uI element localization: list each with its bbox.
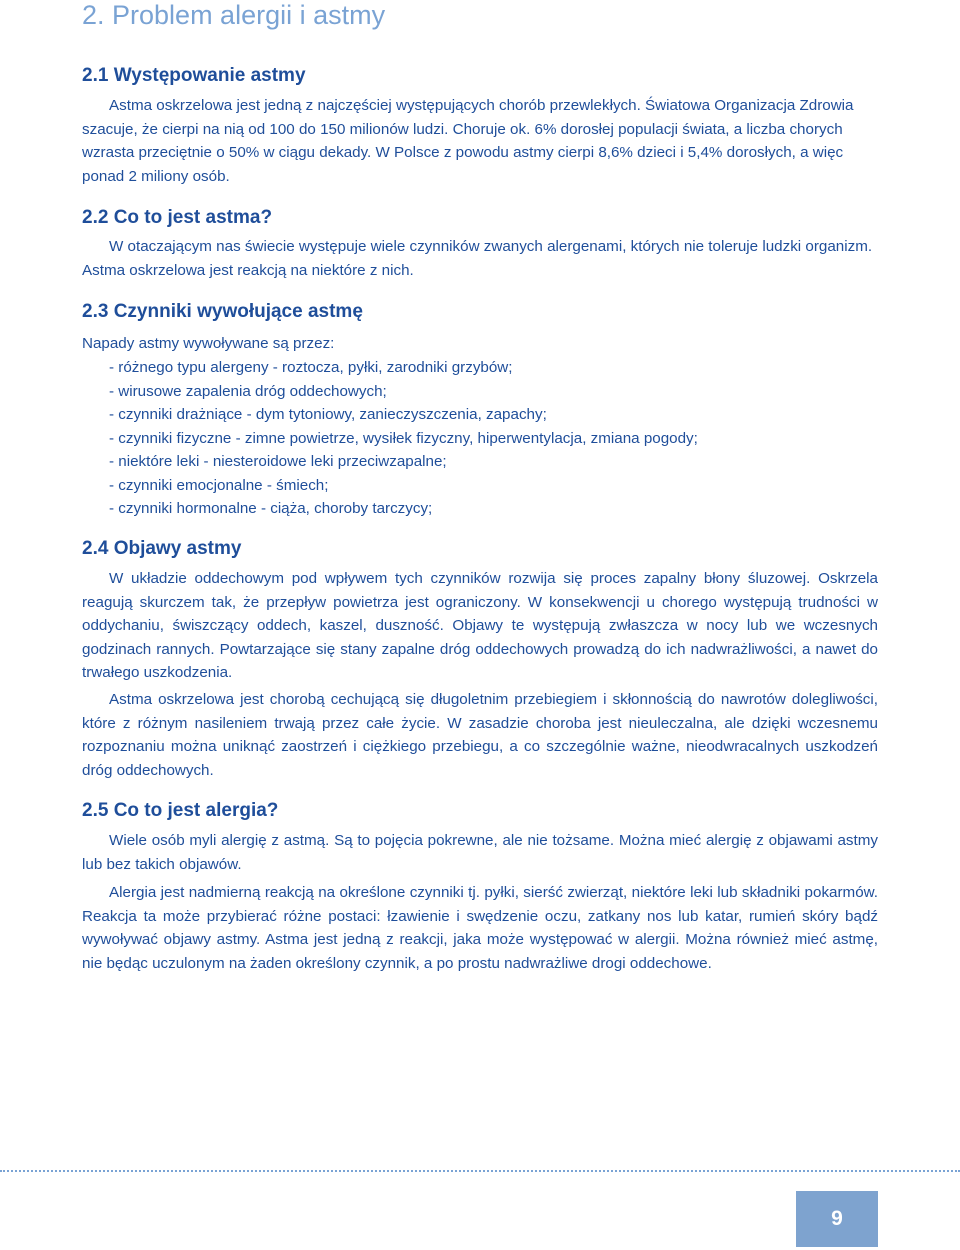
section-heading-what-is-allergy: 2.5 Co to jest alergia?	[82, 800, 279, 821]
paragraph-symptoms-1: W układzie oddechowym pod wpływem tych czynników rozwija się proces zapalny błony śluzowej. Oskrzela reagują skurczem tak, że przepływ powietrza jest ograniczony. W konsekwencji u chorego występują trudności w oddychaniu, świszczący oddech, kaszel, duszność. Objawy te występują zwłaszcza w nocy lub we wczesnych godzinach rannych. Powtarzające się stany zapalne dróg oddechowych prowadzą do ich nadwrażliwości, a nawet do trwałego uszkodzenia.	[82, 570, 878, 681]
paragraph-allergy-1: Wiele osób myli alergię z astmą. Są to pojęcia pokrewne, ale nie tożsame. Można mieć alergię z objawami astmy lub bez takich objawów.	[82, 832, 878, 873]
chapter-title: 2. Problem alergii i astmy	[82, 0, 386, 30]
list-item: - czynniki fizyczne - zimne powietrze, wysiłek fizyczny, hiperwentylacja, zmiana pogody;	[109, 429, 698, 447]
paragraph-symptoms-2: Astma oskrzelowa jest chorobą cechującą się długoletnim przebiegiem i skłonnością do nawrotów dolegliwości, które z różnym nasileniem trwają przez całe życie. W zasadzie choroba jest nieuleczalna, ale dzięki wczesnemu rozpoznaniu można uniknąć zaostrzeń i ciężkiego przebiegu, a co szczególnie ważne, nieodwracalnych uszkodzeń dróg oddechowych.	[82, 691, 878, 779]
paragraph-what-is-asthma: W otaczającym nas świecie występuje wiele czynników zwanych alergenami, których nie toleruje ludzki organizm. Astma oskrzelowa jest reakcją na niektóre z nich.	[82, 238, 873, 279]
paragraph-allergy-2: Alergia jest nadmierną reakcją na określone czynniki tj. pyłki, sierść zwierząt, niektóre leki lub składniki pokarmów. Reakcja ta może przybierać różne postaci: łzawienie i swędzenie oczu, zatkany nos lub katar, rumień skóry bądź wywoływać objawy astmy. Astma jest jedną z reakcji, jaka może występować w alergii. Można również mieć astmę, nie będąc uczulonym na żaden określony czynnik, a po prostu nadwrażliwe drogi oddechowe.	[82, 884, 878, 972]
section-heading-occurrence: 2.1 Występowanie astmy	[82, 65, 306, 86]
list-item: - niektóre leki - niesteroidowe leki przeciwzapalne;	[109, 453, 447, 470]
list-item: - czynniki hormonalne - ciąża, choroby tarczycy;	[109, 500, 433, 517]
list-item: - czynniki drażniące - dym tytoniowy, zanieczyszczenia, zapachy;	[109, 406, 547, 423]
footer-divider	[0, 1170, 960, 1172]
list-item: - różnego typu alergeny - roztocza, pyłki, zarodniki grzybów;	[109, 359, 513, 376]
page-number: 9	[796, 1191, 878, 1247]
triggers-intro: Napady astmy wywoływane są przez:	[82, 335, 335, 352]
paragraph-occurrence: Astma oskrzelowa jest jedną z najczęściej występujących chorób przewlekłych. Światowa Organizacja Zdrowia szacuje, że cierpi na nią od 100 do 150 milionów ludzi. Choruje ok. 6% dorosłej populacji świata, a liczba chorych wzrasta przeciętnie o 50% w ciągu dekady. W Polsce z powodu astmy cierpi 8,6% dzieci i 5,4% dorosłych, a więc ponad 2 miliony osób.	[82, 97, 854, 185]
list-item: - czynniki emocjonalne - śmiech;	[109, 476, 329, 494]
section-heading-triggers: 2.3 Czynniki wywołujące astmę	[82, 301, 363, 322]
section-heading-symptoms: 2.4 Objawy astmy	[82, 538, 242, 559]
list-item: - wirusowe zapalenia dróg oddechowych;	[109, 382, 387, 400]
triggers-list	[109, 356, 698, 521]
section-heading-what-is-asthma: 2.2 Co to jest astma?	[82, 207, 273, 228]
